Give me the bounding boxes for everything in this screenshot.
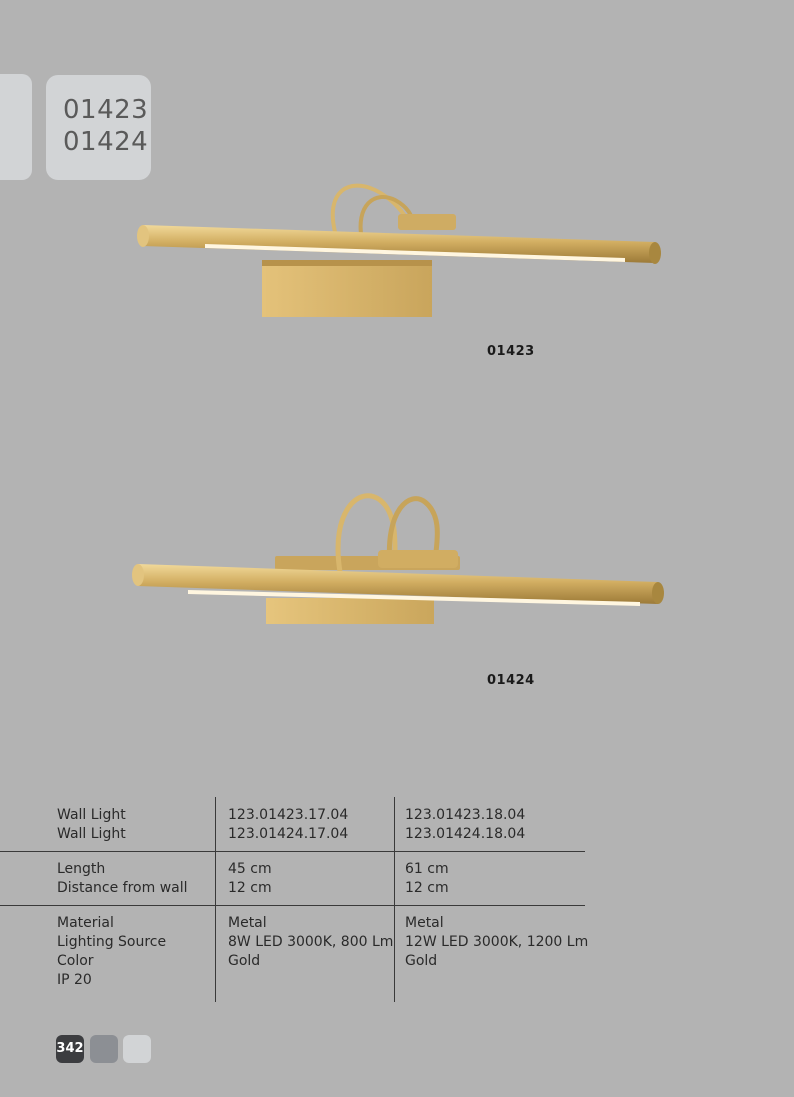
product-code-2: 01424: [63, 127, 149, 157]
product-code-1: 01423: [63, 95, 149, 125]
product-image-01424: [0, 480, 794, 640]
product-image-01423: [0, 170, 794, 330]
spec-col1: 123.01423.17.04 123.01424.17.04: [228, 807, 349, 842]
model-label-01424: 01424: [487, 673, 535, 688]
footer-square-mid: [90, 1035, 118, 1063]
spec-col1: Metal 8W LED 3000K, 800 Lm Gold: [228, 915, 394, 969]
spec-row-dimensions: [0, 851, 585, 905]
spec-row-properties: [0, 905, 589, 1002]
product-code-box: [46, 75, 151, 180]
spec-table: [0, 797, 589, 1002]
spec-row-codes: [0, 797, 585, 851]
spec-labels: Length Distance from wall: [57, 861, 188, 896]
spec-col1: 45 cm 12 cm: [228, 861, 272, 896]
spec-col2: 123.01423.18.04 123.01424.18.04: [405, 807, 526, 842]
spec-labels: Wall Light Wall Light: [57, 807, 126, 842]
spec-col2: 61 cm 12 cm: [405, 861, 449, 896]
spec-col2: Metal 12W LED 3000K, 1200 Lm Gold: [405, 915, 589, 969]
spec-labels: Material Lighting Source Color IP 20: [57, 915, 167, 988]
column-divider: [394, 797, 395, 1002]
model-label-01423: 01423: [487, 344, 535, 359]
page-number: 342: [56, 1035, 84, 1063]
column-divider: [215, 797, 216, 1002]
footer-square-light: [123, 1035, 151, 1063]
side-tab: [0, 74, 32, 180]
